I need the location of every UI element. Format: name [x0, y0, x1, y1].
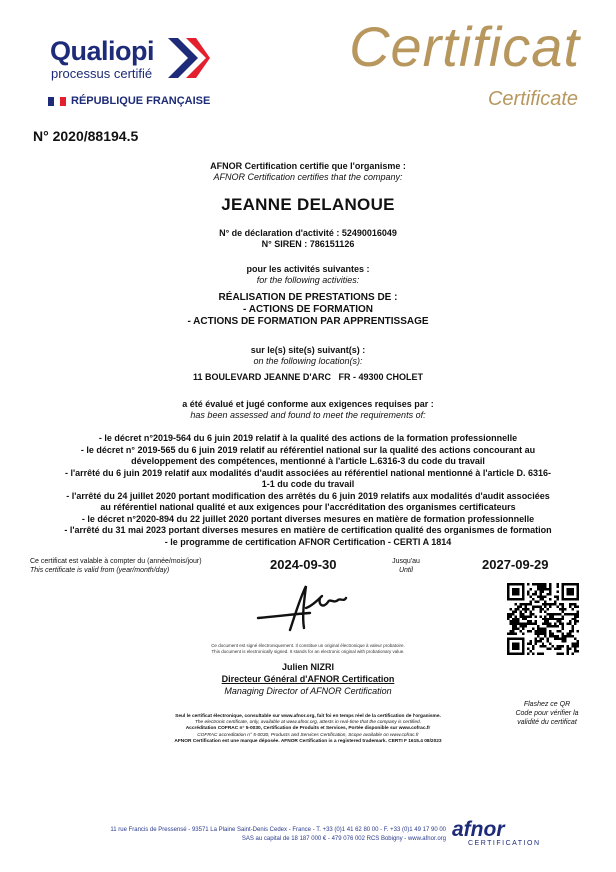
- qr-note-line: Code pour vérifier la: [515, 710, 579, 717]
- activity-line: - ACTIONS DE FORMATION PAR APPRENTISSAGE: [187, 316, 429, 327]
- certificate-title-en: Certificate: [487, 88, 578, 110]
- requirement-line: développement des compétences, mentionné à l'article L.6316-3 du code du travail: [131, 456, 485, 466]
- requirement-line: - le décret n°2019-564 du 6 juin 2019 relatif à la qualité des actions de la formation professionnelle: [98, 433, 518, 443]
- valid-until-date: 2027-09-29: [482, 557, 549, 572]
- signature-image: [250, 578, 370, 638]
- assessed-en: has been assessed and found to meet the requirements of:: [190, 410, 426, 420]
- legal-line: Seul le certificat électronique, consultable sur www.afnor.org, fait foi en temps réel de la certification de l'organisme.: [175, 714, 441, 719]
- validity-until-fr: Jusqu'au: [392, 558, 420, 565]
- certificate-title: Certificat: [349, 15, 580, 78]
- validity-until-en: Until: [398, 567, 413, 574]
- french-flag-icon: [48, 97, 66, 106]
- qr-note-line: Flashez ce QR: [523, 701, 571, 708]
- validity-from-en: This certificate is valid from (year/month/day): [30, 567, 170, 574]
- signatory-title-fr: Directeur Général d'AFNOR Certification: [221, 674, 395, 684]
- activity-line: - ACTIONS DE FORMATION: [243, 304, 373, 315]
- validity-until-label: [386, 557, 426, 575]
- company-name: JEANNE DELANOUE: [221, 195, 395, 214]
- requirement-line: - l'arrêté du 6 juin 2019 relatif aux modalités d'audit associées au référentiel national mentionné à l'article D. 6316-: [64, 467, 552, 478]
- activities-en: for the following activities:: [256, 275, 360, 285]
- legal-line: The electronic certificate, only, available at www.afnor.org, attests in real-time that the company is certified.: [194, 720, 422, 726]
- assessed-fr: a été évalué et jugé conforme aux exigences requises par :: [182, 399, 434, 409]
- requirements-list: [0, 433, 616, 548]
- legal-line: COFRAC accreditation n° 5-0030, Products and Services Certification, Scope available on www.cofrac.fr: [197, 732, 419, 738]
- republique-francaise: [48, 95, 210, 107]
- activity-line: RÉALISATION DE PRESTATIONS DE :: [218, 292, 398, 303]
- qr-note-line: validité du certificat: [517, 719, 577, 726]
- qr-code-image[interactable]: [507, 583, 579, 655]
- requirement-line: au référentiel national qualité et aux exigences pour l'accréditation des organismes certificateurs: [100, 502, 516, 512]
- afnor-logo-subtitle: CERTIFICATION: [468, 840, 541, 847]
- requirement-line: 1-1 du code du travail: [261, 479, 355, 489]
- sites-fr: sur le(s) site(s) suivant(s) :: [250, 345, 366, 355]
- intro-fr: AFNOR Certification certifie que l'organisme :: [210, 161, 406, 171]
- activities-list: [0, 292, 616, 328]
- declaration-number: N° de déclaration d'activité : 52490016049: [219, 228, 397, 238]
- requirement-line: - le décret n° 2019-565 du 6 juin 2019 relatif au référentiel national sur la qualité des actions concourant au: [80, 444, 536, 455]
- footer-line: SAS au capital de 18 187 000 € - 479 076 002 RCS Bobigny - www.afnor.org: [241, 836, 446, 842]
- signatory-title-en: Managing Director of AFNOR Certification: [224, 686, 392, 696]
- qualiopi-logo-text: Qualiopi: [50, 36, 154, 66]
- signatory-name: Julien NIZRI: [281, 662, 334, 672]
- qualiopi-arrows-icon: [166, 36, 210, 80]
- legal-line: Accréditation COFRAC n° 5-0030, Certification de Produits et Services, Portée disponible sur www.cofrac.fr: [185, 726, 431, 732]
- legal-notice: [0, 714, 616, 745]
- validity-from-fr: Ce certificat est valable à compter du (année/mois/jour): [30, 558, 202, 565]
- activities-fr: pour les activités suivantes :: [246, 264, 370, 274]
- requirement-line: - le programme de certification AFNOR Certification - CERTI A 1814: [164, 536, 452, 547]
- siren-number: N° SIREN : 786151126: [261, 239, 355, 249]
- legal-line: AFNOR Certification est une marque déposée. AFNOR Certification is a registered trademark. CERTI F 1615.4 08/2023: [174, 738, 442, 744]
- intro-en: AFNOR Certification certifies that the company:: [213, 172, 403, 182]
- signature-note-en: This document is electronically signed. It stands for an electronic original with probationary value.: [211, 649, 405, 654]
- footer-address: [86, 826, 446, 844]
- requirement-line: - le décret n°2020-894 du 22 juillet 2020 portant diverses mesures en matière de formation professionnelle: [81, 513, 535, 524]
- footer-line: 11 rue Francis de Pressensé - 93571 La Plaine Saint-Denis Cedex - France - T. +33 (0)1 41 62 80 00 - F. +33 (0)1 49 17 90 00: [110, 827, 446, 833]
- signature-note-fr: Ce document est signé électroniquement. Il constitue un original électronique à valeur probatoire.: [211, 643, 405, 648]
- valid-from-date: 2024-09-30: [270, 557, 337, 572]
- sites-en: on the following location(s):: [253, 356, 363, 366]
- requirement-line: - l'arrêté du 31 mai 2023 portant diverses mesures en matière de certification qualité des organismes de formation: [64, 525, 552, 535]
- requirement-line: - l'arrêté du 24 juillet 2020 portant modification des arrêtés du 6 juin 2019 relatifs aux modalités d'audit associées: [66, 490, 550, 501]
- qualiopi-subtitle: processus certifié: [51, 66, 153, 81]
- validity-from-label: [30, 557, 202, 575]
- republique-label: RÉPUBLIQUE FRANÇAISE: [71, 95, 211, 107]
- certificate-number: N° 2020/88194.5: [33, 128, 139, 144]
- afnor-logo-text: afnor: [452, 818, 505, 841]
- site-address: 11 BOULEVARD JEANNE D'ARC FR - 49300 CHOLET: [192, 372, 424, 382]
